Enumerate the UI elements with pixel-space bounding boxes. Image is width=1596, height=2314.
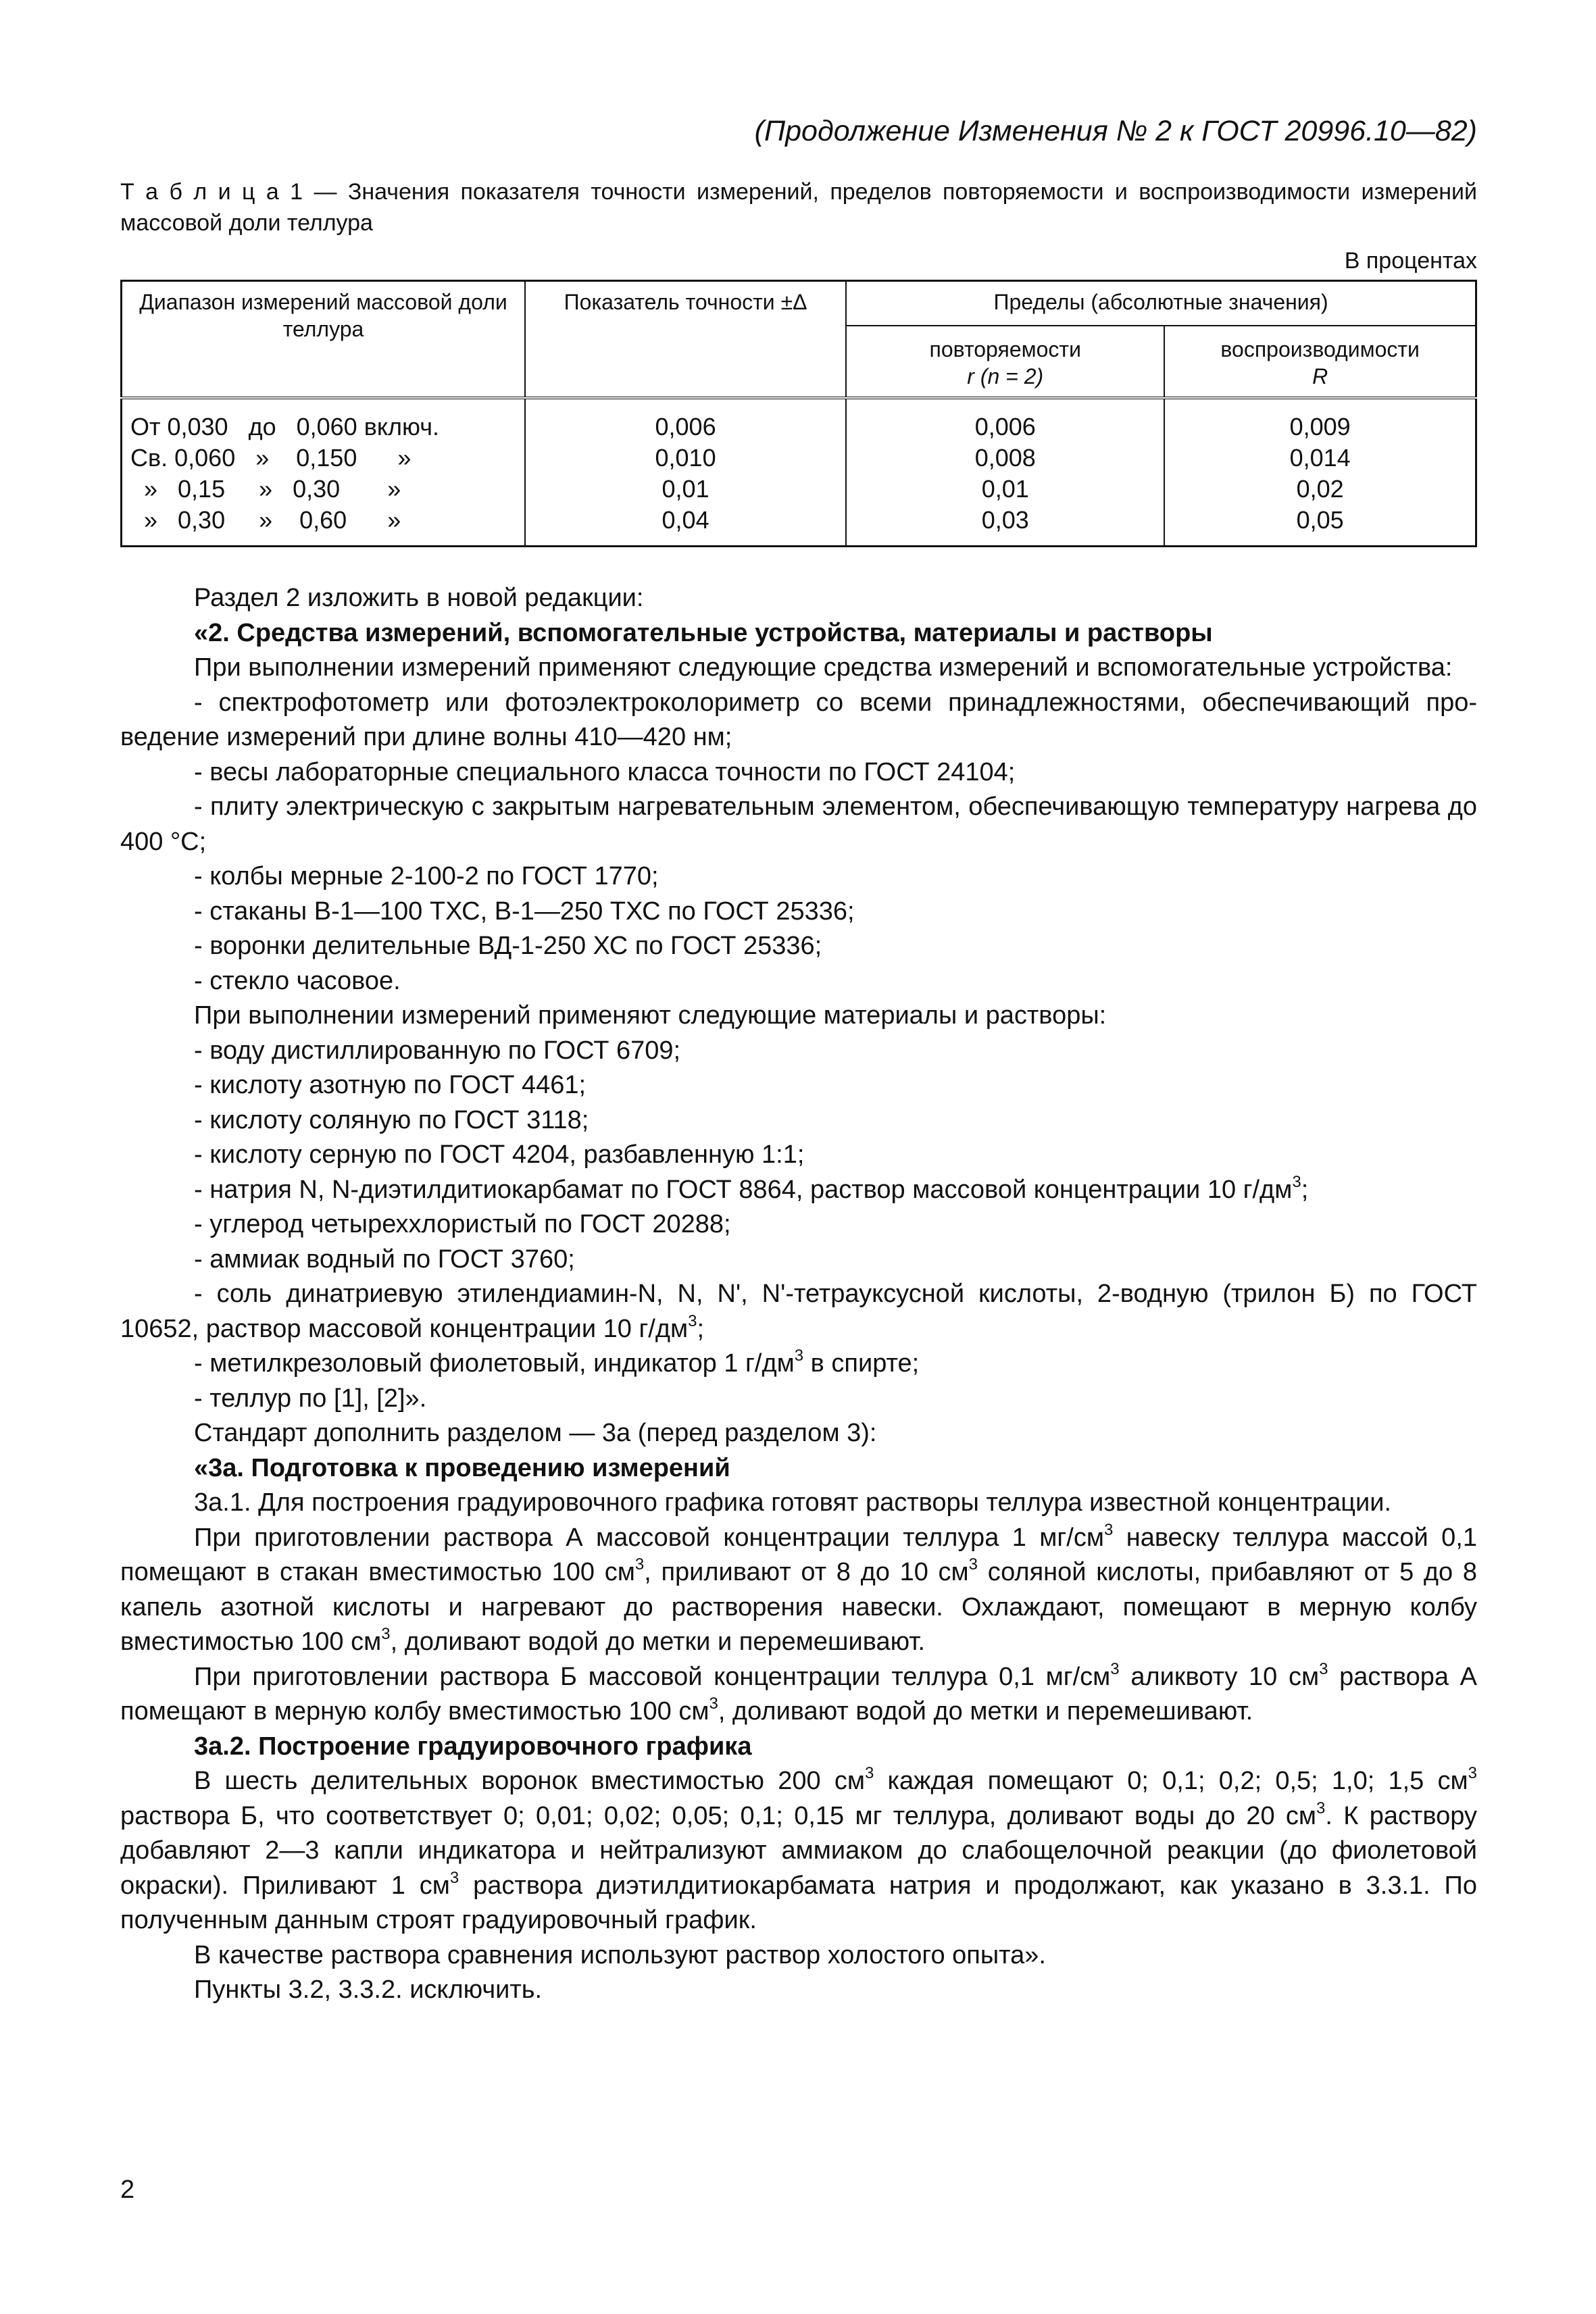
list-item: - натрия N, N-диэтилдитиокарбамат по ГОСТ 8864, раствор массовой концентрации 10 $г/дм^3$;	[194, 1172, 1309, 1204]
repeatability-cell: 0,006	[974, 413, 1036, 441]
running-header: (Продолжение Изменения № 2 к ГОСТ 20996.10—82)	[754, 115, 1477, 147]
accuracy-cell: 0,010	[655, 444, 716, 472]
header-range: Диапазон измерений массовой доли теллура	[122, 281, 525, 399]
table-units: В процентах	[1344, 248, 1477, 274]
reproducibility-cell: 0,009	[1289, 413, 1351, 441]
repeatability-cell: 0,01	[981, 475, 1029, 503]
header-limits: Пределы (абсолютные значения)	[846, 281, 1476, 326]
repeatability-cell: 0,03	[981, 506, 1029, 534]
range-cell: » 0,30 » 0,60 »	[130, 506, 401, 534]
header-repeatability: повторяемости r (n = 2)	[846, 326, 1164, 398]
body-text	[120, 581, 1477, 2008]
table-caption-label: Т а б л и ц а 1	[120, 179, 303, 205]
paragraph: В качестве раствора сравнения используют раствор холостого опыта».	[194, 1940, 1046, 1969]
reproducibility-cell: 0,05	[1296, 506, 1344, 534]
list-item: - плиту электрическую с закрытым нагревательным элементом, обеспечивающую температуру нагрева до 400 °С;	[120, 793, 1477, 856]
list-item: - соль динатриевую этилендиамин-N, N, N', N'-тетрауксусной кислоты, 2-водную (трилон Б) по ГОСТ 10652, раствор массовой концентрации 10 $г/дм^3$;	[120, 1280, 1477, 1343]
header-reproducibility: воспроизводимости R	[1164, 326, 1476, 398]
list-item: - весы лабораторные специального класса точности по ГОСТ 24104;	[194, 757, 1016, 786]
list-item: - спектрофотометр или фотоэлектроколориметр со всеми принадлежностями, обеспечивающий проведение измерений при длине волны 410—420 нм;	[120, 688, 1477, 751]
table-caption-text: — Значения показателя точности измерений, пределов повторяемости и воспроизводимости измерений массовой доли теллура	[120, 179, 1477, 236]
section-heading: «2. Средства измерений, вспомогательные устройства, материалы и растворы	[194, 618, 1213, 647]
accuracy-cell: 0,01	[662, 475, 709, 503]
paragraph: При выполнении измерений применяют следующие материалы и растворы:	[194, 1001, 1107, 1030]
list-item: - кислоту азотную по ГОСТ 4461;	[194, 1071, 587, 1099]
section-heading: «3а. Подготовка к проведению измерений	[194, 1453, 730, 1482]
repeatability-cell: 0,008	[974, 444, 1036, 472]
accuracy-cell: 0,006	[655, 413, 716, 441]
paragraph: Стандарт дополнить разделом — 3а (перед разделом 3):	[194, 1419, 877, 1447]
list-item: - стекло часовое.	[194, 966, 401, 995]
range-cell: » 0,15 » 0,30 »	[130, 475, 401, 503]
list-item: - воду дистиллированную по ГОСТ 6709;	[194, 1036, 681, 1065]
paragraph: При приготовлении раствора А массовой концентрации теллура 1 $мг/см^3$ навеску теллура массой 0,1 помещают в стакан вместимостью 100 $см^3$, приливают от 8 до 10 $см^3$ соляной кислоты, прибавляют от 5 до 8 капель азотной кислоты и нагревают до растворения навески. Охлаждают, помещают в мерную колбу вместимостью 100 $см^3$, доливают водой до метки и перемешивают.	[120, 1520, 1478, 1656]
paragraph: Раздел 2 изложить в новой редакции:	[194, 584, 644, 612]
table-caption	[120, 176, 1477, 238]
reproducibility-cell: 0,02	[1296, 475, 1344, 503]
header-accuracy: Показатель точности ±Δ	[525, 281, 846, 399]
reproducibility-cell: 0,014	[1289, 444, 1351, 472]
accuracy-cell: 0,04	[662, 506, 709, 534]
list-item: - метилкрезоловый фиолетовый, индикатор 1 $г/дм^3$ в спирте;	[194, 1347, 920, 1378]
list-item: - кислоту серную по ГОСТ 4204, разбавленную 1:1;	[194, 1140, 805, 1169]
paragraph: Пункты 3.2, 3.3.2. исключить.	[194, 1976, 543, 2004]
range-cell: Св. 0,060 » 0,150 »	[130, 444, 412, 472]
page-number: 2	[120, 2175, 135, 2204]
list-item: - кислоту соляную по ГОСТ 3118;	[194, 1105, 589, 1134]
paragraph: 3а.1. Для построения градуировочного графика готовят растворы теллура известной концентрации.	[194, 1488, 1392, 1517]
document-page	[120, 115, 1477, 2008]
list-item: - стаканы В-1—100 ТХС, В-1—250 ТХС по ГОСТ 25336;	[194, 897, 855, 926]
list-item: - аммиак водный по ГОСТ 3760;	[194, 1244, 575, 1274]
paragraph: При выполнении измерений применяют следующие средства измерений и вспомогательные устройства:	[194, 653, 1453, 682]
list-item: - колбы мерные 2-100-2 по ГОСТ 1770;	[194, 862, 659, 890]
list-item: - воронки делительные ВД-1-250 ХС по ГОСТ 25336;	[194, 932, 822, 960]
range-cell: От 0,030 до 0,060 включ.	[130, 413, 439, 441]
paragraph: При приготовлении раствора Б массовой концентрации теллура 0,1 $мг/см^3$ аликвоту 10 $см^3$ раствора А помещают в мерную колбу вместимостью 100 $см^3$, доливают водой до метки и перемешивают.	[120, 1659, 1477, 1726]
accuracy-table	[120, 280, 1477, 547]
list-item: - теллур по [1], [2]».	[194, 1384, 427, 1413]
list-item: - углерод четыреххлористый по ГОСТ 20288;	[194, 1210, 731, 1238]
subsection-heading: 3а.2. Построение градуировочного графика	[194, 1732, 752, 1761]
paragraph: В шесть делительных воронок вместимостью 200 $см^3$ каждая помещают 0; 0,1; 0,2; 0,5; 1,0; 1,5 $см^3$ раствора Б, что соответствует 0; 0,01; 0,02; 0,05; 0,1; 0,15 мг теллура, доливают воды до 20 $см^3$. К раствору добавляют 2—3 капли индикатора и нейтрализуют аммиаком до слабощелочной реакции (до фиолетовой окраски). Приливают 1 $см^3$ раствора диэтилдитиокарбамата натрия и продолжают, как указано в 3.3.1. По полученным данным строят градуировочный график.	[120, 1764, 1478, 1934]
table-row	[122, 398, 1476, 547]
